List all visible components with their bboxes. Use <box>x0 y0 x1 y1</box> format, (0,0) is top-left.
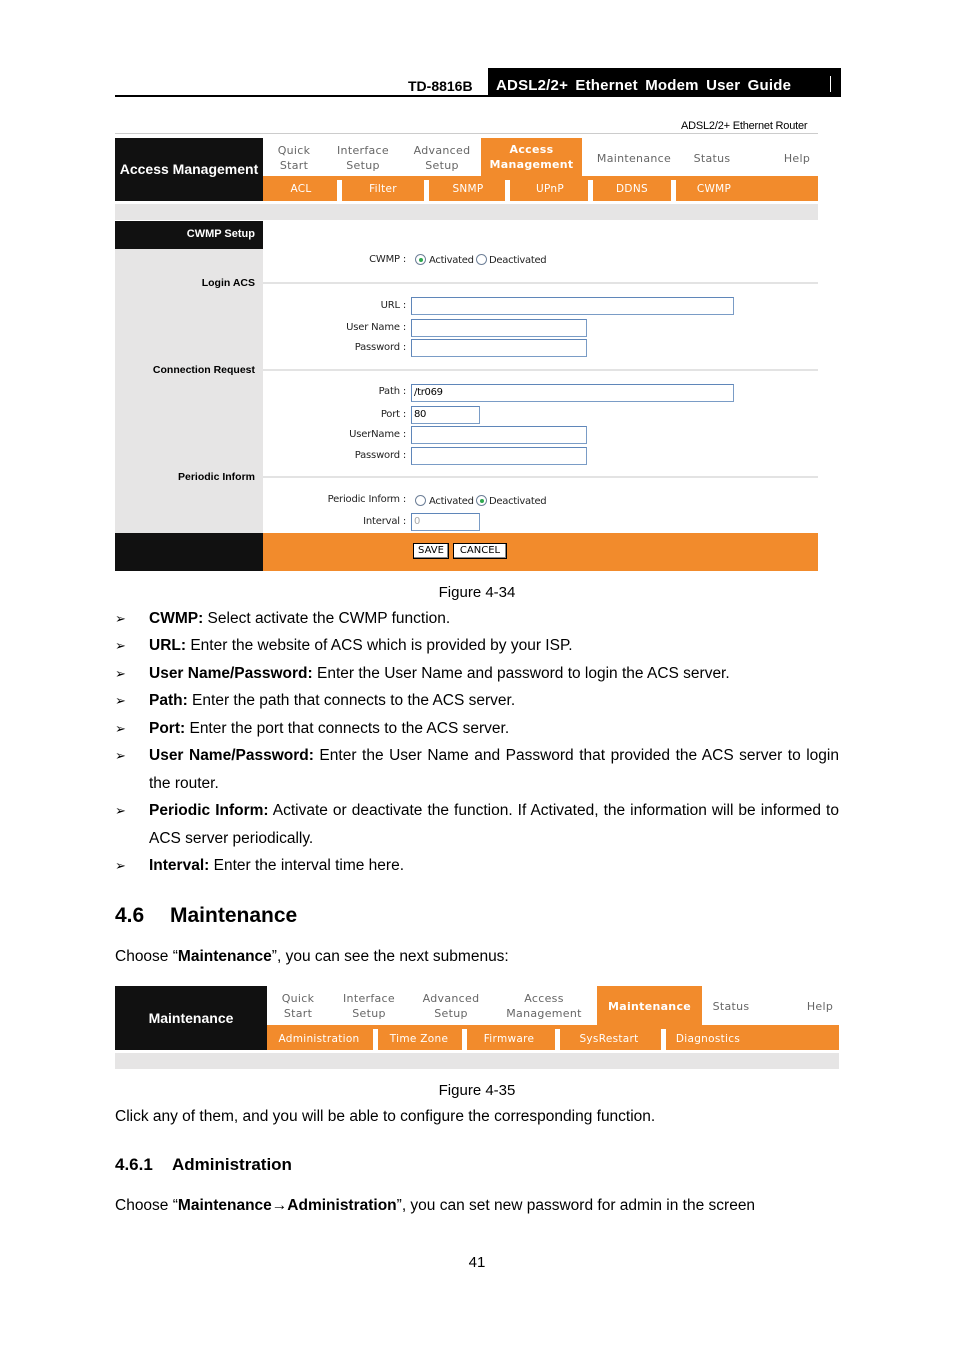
subnav-administration[interactable]: Administration <box>278 1033 360 1045</box>
nav-access-management[interactable]: Access Management <box>506 992 582 1020</box>
url-input[interactable] <box>411 297 734 315</box>
bullet-item <box>115 632 839 660</box>
section-461-intro <box>115 1197 839 1215</box>
header-rule <box>115 95 841 97</box>
bullet-arrow-icon: ➢ <box>115 858 126 873</box>
header-bar <box>830 76 831 92</box>
subnav-sysrestart[interactable]: SysRestart <box>579 1033 639 1045</box>
subnav-acl[interactable]: ACL <box>290 183 312 195</box>
section-periodic-inform: Periodic Inform <box>177 471 255 483</box>
section-login-acs: Login ACS <box>201 277 255 289</box>
side-column <box>115 221 263 533</box>
gray-spacer-bar <box>115 204 818 220</box>
subnav-cwmp[interactable]: CWMP <box>696 183 732 195</box>
acs-username-label: User Name : <box>346 322 406 333</box>
nav-status[interactable]: Status <box>712 1000 750 1013</box>
nav-maintenance[interactable]: Maintenance <box>597 986 702 1025</box>
intro-post: ”, you can see the next submenus: <box>271 948 509 965</box>
bullet-item <box>115 660 839 688</box>
acs-password-input[interactable] <box>411 339 587 357</box>
section-logo: Access Management <box>115 138 263 201</box>
bullet-term: Periodic Inform: <box>149 802 269 819</box>
cwmp-label: CWMP : <box>369 254 406 265</box>
footer-orange-bar <box>263 533 818 571</box>
router-brand: ADSL2/2+ Ethernet Router <box>681 120 808 132</box>
cwmp-activated-label: Activated <box>429 255 474 266</box>
header-title-text: ADSL2/2+ Ethernet Modem User Guide <box>496 77 792 94</box>
periodic-deactivated-label: Deactivated <box>489 496 547 507</box>
bullet-item <box>115 742 839 797</box>
bullet-arrow-icon: ➢ <box>115 638 126 653</box>
bullet-item <box>115 852 839 880</box>
subnav-filter[interactable]: Filter <box>369 183 397 195</box>
bullet-text: Enter the port that connects to the ACS server. <box>185 720 510 737</box>
section-number: 4.6 <box>115 904 145 927</box>
subnav-firmware[interactable]: Firmware <box>483 1033 535 1045</box>
acs-username-input[interactable] <box>411 319 587 337</box>
router-top-line <box>115 133 818 134</box>
bullet-text: Activate or deactivate the function. If Activated, the information will be informed to ACS server periodically. <box>149 802 839 847</box>
intro-bold: Maintenance <box>177 948 272 965</box>
nav-status[interactable]: Status <box>693 152 731 165</box>
header-title <box>488 68 841 97</box>
footer-black-block <box>115 533 263 571</box>
subnav-ddns[interactable]: DDNS <box>616 183 648 195</box>
section-heading-4-6 <box>115 904 297 928</box>
page-number: 41 <box>468 1254 486 1271</box>
bullet-arrow-icon: ➢ <box>115 693 126 708</box>
cwmp-deactivated-label: Deactivated <box>489 255 547 266</box>
bullet-item <box>115 797 839 852</box>
cwmp-activated-radio[interactable] <box>415 254 426 265</box>
nav-interface-setup[interactable]: Interface Setup <box>337 144 389 172</box>
bullet-arrow-icon: ➢ <box>115 748 126 763</box>
bullet-arrow-icon: ➢ <box>115 803 126 818</box>
periodic-deactivated-radio[interactable] <box>476 495 487 506</box>
figure-caption-2: Figure 4-35 <box>438 1082 516 1099</box>
bullet-arrow-icon: ➢ <box>115 666 126 681</box>
nav-help[interactable]: Help <box>783 152 811 165</box>
nav-help[interactable]: Help <box>806 1000 834 1013</box>
cwmp-deactivated-radio[interactable] <box>476 254 487 265</box>
bullet-item <box>115 605 839 633</box>
section-logo: Maintenance <box>115 986 267 1050</box>
section-connection-request: Connection Request <box>152 364 255 376</box>
intro-pre: Choose “ <box>115 1197 178 1214</box>
bullet-term: User Name/Password: <box>149 747 314 764</box>
bullet-item <box>115 715 839 743</box>
nav-quick-start[interactable]: Quick Start <box>277 144 311 172</box>
bullet-arrow-icon: ➢ <box>115 611 126 626</box>
section-title: Administration <box>172 1155 292 1174</box>
bullet-term: URL: <box>149 637 187 654</box>
intro-pre: Choose “ <box>115 948 178 965</box>
conn-username-input[interactable] <box>411 426 587 444</box>
bullet-item <box>115 687 839 715</box>
nav-advanced-setup[interactable]: Advanced Setup <box>422 992 480 1020</box>
section-title: Maintenance <box>170 904 298 927</box>
periodic-inform-label: Periodic Inform : <box>327 494 406 505</box>
bullet-text: Enter the interval time here. <box>209 857 405 874</box>
bullet-term: CWMP: <box>149 610 204 627</box>
periodic-activated-label: Activated <box>429 496 474 507</box>
section-divider <box>263 369 818 371</box>
nav-maintenance[interactable]: Maintenance <box>596 152 672 165</box>
nav-interface-setup[interactable]: Interface Setup <box>343 992 395 1020</box>
bullet-term: User Name/Password: <box>149 665 313 682</box>
port-label: Port : <box>380 409 406 420</box>
bullet-term: Interval: <box>149 857 210 874</box>
bullet-text: Enter the path that connects to the ACS server. <box>187 692 516 709</box>
save-button[interactable]: SAVE <box>413 543 449 559</box>
section-divider <box>263 282 818 284</box>
interval-input[interactable]: 0 <box>411 513 480 531</box>
section-46-intro <box>115 948 839 966</box>
bullet-text: Enter the User Name and Password that provided the ACS server to login the router. <box>149 747 839 792</box>
figure-caption-1: Figure 4-34 <box>438 584 516 601</box>
side-title: CWMP Setup <box>115 221 263 249</box>
intro-post: ”, you can set new password for admin in the screen <box>396 1197 756 1214</box>
intro-bold: Maintenance→Administration <box>177 1197 397 1214</box>
section-number: 4.6.1 <box>115 1155 153 1174</box>
nav-quick-start[interactable]: Quick Start <box>281 992 315 1020</box>
subnav-time-zone[interactable]: Time Zone <box>389 1033 449 1045</box>
header-model: TD-8816B <box>408 78 473 94</box>
subnav-snmp[interactable]: SNMP <box>452 183 484 195</box>
path-label: Path : <box>378 386 406 397</box>
section-divider <box>263 476 818 478</box>
section-heading-4-6-1 <box>115 1155 292 1175</box>
gray-spacer-bar <box>115 1053 839 1069</box>
bullet-text: Enter the website of ACS which is provided by your ISP. <box>186 637 573 654</box>
port-input[interactable]: 80 <box>411 406 480 424</box>
bullet-term: Port: <box>149 720 186 737</box>
conn-username-label: UserName : <box>349 429 406 440</box>
subnav-upnp[interactable]: UPnP <box>535 183 565 195</box>
url-label: URL : <box>380 300 406 311</box>
conn-password-label: Password : <box>354 450 406 461</box>
bullet-arrow-icon: ➢ <box>115 721 126 736</box>
bullet-text: Select activate the CWMP function. <box>203 610 451 627</box>
interval-label: Interval : <box>363 516 406 527</box>
nav-advanced-setup[interactable]: Advanced Setup <box>413 144 471 172</box>
subnav-diagnostics[interactable]: Diagnostics <box>675 1033 741 1045</box>
acs-password-label: Password : <box>354 342 406 353</box>
periodic-activated-radio[interactable] <box>415 495 426 506</box>
bullet-term: Path: <box>149 692 188 709</box>
path-input[interactable]: /tr069 <box>411 384 734 402</box>
click-instruction: Click any of them, and you will be able to configure the corresponding function. <box>115 1108 656 1125</box>
bullet-text: Enter the User Name and password to login the ACS server. <box>312 665 730 682</box>
nav-access-management[interactable]: Access Management <box>481 138 582 176</box>
cancel-button[interactable]: CANCEL <box>453 543 507 559</box>
conn-password-input[interactable] <box>411 447 587 465</box>
